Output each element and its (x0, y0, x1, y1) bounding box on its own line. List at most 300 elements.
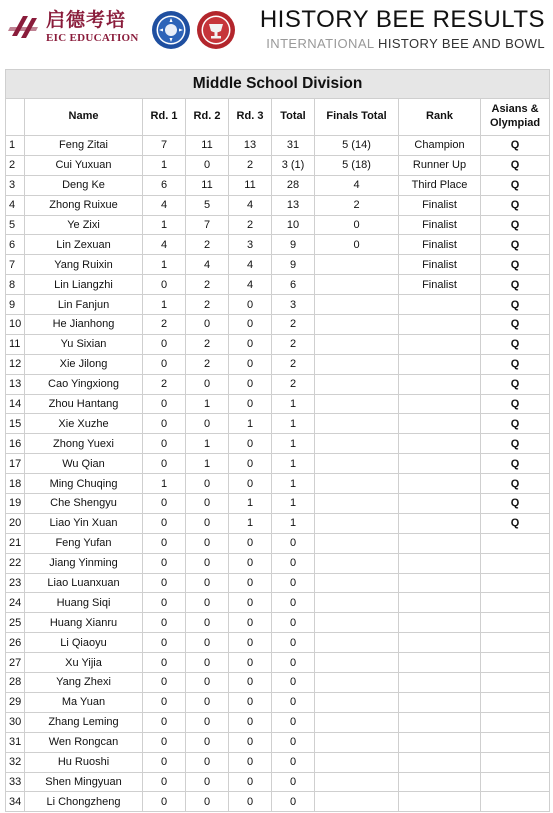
table-row (6, 315, 550, 335)
table-row (6, 593, 550, 613)
cell-finals-total (315, 613, 399, 633)
cell-rd1: 0 (143, 494, 186, 514)
table-row (6, 692, 550, 712)
cell-rank (399, 533, 481, 553)
cell-asians-olympiad (481, 653, 550, 673)
cell-finals-total (315, 374, 399, 394)
eic-logo-mark-icon (8, 10, 42, 44)
cell-finals-total (315, 334, 399, 354)
table-row (6, 175, 550, 195)
cell-rd2: 1 (186, 434, 229, 454)
cell-index: 13 (6, 374, 25, 394)
column-header-name: Name (25, 99, 143, 136)
cell-name: Liao Yin Xuan (25, 513, 143, 533)
cell-rank (399, 633, 481, 653)
cell-rank (399, 732, 481, 752)
cell-rank: Finalist (399, 235, 481, 255)
cell-rank (399, 494, 481, 514)
cell-rd3: 0 (229, 354, 272, 374)
cell-rd2: 2 (186, 354, 229, 374)
table-row (6, 792, 550, 812)
cell-rd3: 2 (229, 215, 272, 235)
cell-index: 18 (6, 474, 25, 494)
cell-total: 13 (272, 195, 315, 215)
cell-total: 0 (272, 533, 315, 553)
cell-name: Zhou Hantang (25, 394, 143, 414)
cell-finals-total (315, 394, 399, 414)
cell-index: 31 (6, 732, 25, 752)
table-row (6, 136, 550, 156)
cell-rank: Champion (399, 136, 481, 156)
table-row (6, 434, 550, 454)
division-title: Middle School Division (6, 70, 550, 99)
cell-finals-total (315, 553, 399, 573)
cell-rd2: 7 (186, 215, 229, 235)
cell-rd1: 0 (143, 732, 186, 752)
cell-total: 0 (272, 633, 315, 653)
cell-rd1: 0 (143, 553, 186, 573)
cell-rd2: 0 (186, 533, 229, 553)
table-row (6, 354, 550, 374)
cell-asians-olympiad: Q (481, 315, 550, 335)
cell-asians-olympiad (481, 573, 550, 593)
cell-rd1: 0 (143, 792, 186, 812)
cell-finals-total (315, 593, 399, 613)
cell-index: 23 (6, 573, 25, 593)
cell-finals-total (315, 295, 399, 315)
cell-finals-total: 5 (14) (315, 136, 399, 156)
cell-name: Lin Fanjun (25, 295, 143, 315)
table-row (6, 155, 550, 175)
cell-name: Deng Ke (25, 175, 143, 195)
cell-rd3: 4 (229, 275, 272, 295)
cell-rd1: 0 (143, 653, 186, 673)
cell-rank (399, 513, 481, 533)
cell-rd2: 2 (186, 235, 229, 255)
cell-total: 0 (272, 752, 315, 772)
table-row (6, 394, 550, 414)
page-header (0, 0, 553, 62)
cell-rd3: 0 (229, 633, 272, 653)
cell-index: 21 (6, 533, 25, 553)
cell-rd3: 0 (229, 692, 272, 712)
cell-rd1: 0 (143, 673, 186, 693)
cell-asians-olympiad: Q (481, 374, 550, 394)
cell-rank (399, 374, 481, 394)
cell-total: 0 (272, 792, 315, 812)
cell-finals-total (315, 732, 399, 752)
cell-name: Zhang Leming (25, 712, 143, 732)
table-row (6, 494, 550, 514)
cell-name: Hu Ruoshi (25, 752, 143, 772)
cell-rd2: 0 (186, 633, 229, 653)
cell-rank (399, 334, 481, 354)
cell-rd1: 1 (143, 474, 186, 494)
cell-index: 12 (6, 354, 25, 374)
results-table-wrap (5, 69, 549, 812)
cell-asians-olympiad: Q (481, 454, 550, 474)
cell-finals-total (315, 414, 399, 434)
cell-rank (399, 295, 481, 315)
cell-rd1: 2 (143, 315, 186, 335)
column-header-asians-olympiad: Asians & Olympiad (481, 99, 550, 136)
cell-total: 2 (272, 354, 315, 374)
cell-index: 17 (6, 454, 25, 474)
cell-name: Wu Qian (25, 454, 143, 474)
history-bowl-seal-icon (196, 10, 236, 50)
column-header-rank: Rank (399, 99, 481, 136)
cell-rd3: 0 (229, 533, 272, 553)
cell-rank (399, 474, 481, 494)
cell-rd3: 3 (229, 235, 272, 255)
cell-finals-total (315, 315, 399, 335)
cell-total: 2 (272, 374, 315, 394)
cell-total: 1 (272, 394, 315, 414)
cell-name: Huang Xianru (25, 613, 143, 633)
table-row (6, 474, 550, 494)
cell-rd2: 0 (186, 792, 229, 812)
cell-name: Zhong Yuexi (25, 434, 143, 454)
cell-rd1: 6 (143, 175, 186, 195)
cell-rd2: 2 (186, 275, 229, 295)
cell-index: 6 (6, 235, 25, 255)
cell-rd2: 0 (186, 752, 229, 772)
cell-asians-olympiad: Q (481, 235, 550, 255)
cell-asians-olympiad: Q (481, 136, 550, 156)
cell-index: 11 (6, 334, 25, 354)
cell-total: 0 (272, 593, 315, 613)
cell-rd3: 0 (229, 772, 272, 792)
cell-rd3: 11 (229, 175, 272, 195)
cell-rd3: 13 (229, 136, 272, 156)
cell-name: Huang Siqi (25, 593, 143, 613)
cell-finals-total: 0 (315, 235, 399, 255)
cell-rd2: 1 (186, 454, 229, 474)
cell-rd1: 0 (143, 533, 186, 553)
cell-rd1: 7 (143, 136, 186, 156)
cell-rd1: 0 (143, 454, 186, 474)
cell-asians-olympiad: Q (481, 474, 550, 494)
cell-asians-olympiad (481, 692, 550, 712)
cell-rd2: 0 (186, 613, 229, 633)
cell-rd1: 1 (143, 215, 186, 235)
table-row (6, 235, 550, 255)
cell-rd2: 0 (186, 673, 229, 693)
cell-rank: Finalist (399, 275, 481, 295)
table-row (6, 633, 550, 653)
cell-rd2: 0 (186, 155, 229, 175)
cell-finals-total (315, 573, 399, 593)
cell-rank (399, 553, 481, 573)
cell-rank: Finalist (399, 195, 481, 215)
cell-asians-olympiad (481, 593, 550, 613)
cell-rd2: 0 (186, 414, 229, 434)
cell-name: Liao Luanxuan (25, 573, 143, 593)
cell-rank (399, 613, 481, 633)
cell-finals-total: 2 (315, 195, 399, 215)
cell-total: 0 (272, 613, 315, 633)
cell-rd3: 2 (229, 155, 272, 175)
cell-rd3: 4 (229, 255, 272, 275)
table-row (6, 772, 550, 792)
cell-asians-olympiad: Q (481, 394, 550, 414)
cell-rank (399, 434, 481, 454)
cell-asians-olympiad: Q (481, 414, 550, 434)
cell-asians-olympiad: Q (481, 215, 550, 235)
cell-name: Li Qiaoyu (25, 633, 143, 653)
table-row (6, 712, 550, 732)
cell-rd2: 0 (186, 315, 229, 335)
table-row (6, 295, 550, 315)
cell-rd2: 0 (186, 593, 229, 613)
cell-rank: Third Place (399, 175, 481, 195)
cell-total: 2 (272, 334, 315, 354)
cell-name: Yang Ruixin (25, 255, 143, 275)
cell-total: 6 (272, 275, 315, 295)
cell-asians-olympiad: Q (481, 155, 550, 175)
cell-rd1: 0 (143, 692, 186, 712)
cell-total: 0 (272, 573, 315, 593)
cell-rd3: 0 (229, 394, 272, 414)
cell-name: Ming Chuqing (25, 474, 143, 494)
cell-rd2: 0 (186, 474, 229, 494)
cell-rd1: 2 (143, 374, 186, 394)
cell-name: Cao Yingxiong (25, 374, 143, 394)
cell-index: 5 (6, 215, 25, 235)
cell-index: 20 (6, 513, 25, 533)
cell-name: Lin Zexuan (25, 235, 143, 255)
cell-rank (399, 454, 481, 474)
cell-total: 0 (272, 653, 315, 673)
cell-rd2: 0 (186, 692, 229, 712)
cell-rd1: 1 (143, 255, 186, 275)
cell-rank: Finalist (399, 255, 481, 275)
cell-total: 10 (272, 215, 315, 235)
cell-index: 14 (6, 394, 25, 414)
cell-name: Wen Rongcan (25, 732, 143, 752)
column-header-row (6, 99, 550, 136)
cell-name: Ye Zixi (25, 215, 143, 235)
cell-asians-olympiad: Q (481, 513, 550, 533)
cell-name: Feng Yufan (25, 533, 143, 553)
table-row (6, 215, 550, 235)
table-row (6, 533, 550, 553)
cell-index: 27 (6, 653, 25, 673)
column-header-rd2: Rd. 2 (186, 99, 229, 136)
cell-finals-total (315, 692, 399, 712)
cell-rd3: 0 (229, 712, 272, 732)
cell-total: 1 (272, 474, 315, 494)
cell-total: 0 (272, 692, 315, 712)
table-row (6, 374, 550, 394)
cell-rd1: 0 (143, 613, 186, 633)
cell-finals-total (315, 275, 399, 295)
table-row (6, 255, 550, 275)
cell-asians-olympiad: Q (481, 195, 550, 215)
cell-rank (399, 772, 481, 792)
cell-rd1: 0 (143, 752, 186, 772)
cell-rd1: 1 (143, 155, 186, 175)
cell-rd3: 1 (229, 513, 272, 533)
cell-total: 3 (1) (272, 155, 315, 175)
cell-name: Li Chongzheng (25, 792, 143, 812)
cell-asians-olympiad (481, 752, 550, 772)
cell-rd1: 4 (143, 195, 186, 215)
table-row (6, 752, 550, 772)
logo-chinese-text: 启德考培 (46, 8, 127, 31)
cell-finals-total (315, 633, 399, 653)
cell-name: Shen Mingyuan (25, 772, 143, 792)
column-header-index (6, 99, 25, 136)
cell-asians-olympiad (481, 732, 550, 752)
cell-rd3: 0 (229, 593, 272, 613)
cell-rank (399, 792, 481, 812)
table-row (6, 195, 550, 215)
cell-rank (399, 692, 481, 712)
cell-total: 1 (272, 414, 315, 434)
cell-rd3: 0 (229, 454, 272, 474)
cell-finals-total (315, 712, 399, 732)
cell-rd2: 0 (186, 494, 229, 514)
table-row (6, 653, 550, 673)
cell-rank (399, 593, 481, 613)
cell-index: 29 (6, 692, 25, 712)
cell-asians-olympiad (481, 613, 550, 633)
cell-asians-olympiad: Q (481, 434, 550, 454)
cell-rd1: 0 (143, 275, 186, 295)
cell-total: 3 (272, 295, 315, 315)
cell-asians-olympiad (481, 673, 550, 693)
cell-rd1: 4 (143, 235, 186, 255)
cell-rank (399, 573, 481, 593)
cell-rd3: 0 (229, 434, 272, 454)
cell-name: Yu Sixian (25, 334, 143, 354)
cell-rd3: 0 (229, 613, 272, 633)
cell-finals-total: 4 (315, 175, 399, 195)
cell-index: 34 (6, 792, 25, 812)
cell-name: Cui Yuxuan (25, 155, 143, 175)
cell-rd3: 0 (229, 334, 272, 354)
cell-index: 24 (6, 593, 25, 613)
cell-asians-olympiad: Q (481, 295, 550, 315)
table-row (6, 275, 550, 295)
cell-rd2: 2 (186, 334, 229, 354)
cell-rd2: 11 (186, 175, 229, 195)
cell-asians-olympiad: Q (481, 255, 550, 275)
cell-rank (399, 653, 481, 673)
table-row (6, 613, 550, 633)
cell-index: 4 (6, 195, 25, 215)
cell-name: Ma Yuan (25, 692, 143, 712)
subtitle-history-bee-bowl: HISTORY BEE AND BOWL (378, 36, 545, 51)
cell-index: 2 (6, 155, 25, 175)
results-body (6, 136, 550, 812)
column-header-finals-total: Finals Total (315, 99, 399, 136)
cell-total: 0 (272, 673, 315, 693)
cell-rd1: 0 (143, 593, 186, 613)
cell-rank: Finalist (399, 215, 481, 235)
cell-index: 7 (6, 255, 25, 275)
column-header-rd3: Rd. 3 (229, 99, 272, 136)
cell-total: 1 (272, 494, 315, 514)
cell-total: 0 (272, 712, 315, 732)
cell-rd2: 0 (186, 374, 229, 394)
cell-finals-total (315, 673, 399, 693)
cell-rd2: 11 (186, 136, 229, 156)
cell-name: Zhong Ruixue (25, 195, 143, 215)
cell-total: 9 (272, 235, 315, 255)
cell-rd2: 0 (186, 732, 229, 752)
cell-index: 22 (6, 553, 25, 573)
cell-finals-total (315, 772, 399, 792)
cell-rd3: 0 (229, 553, 272, 573)
cell-total: 0 (272, 732, 315, 752)
results-table (5, 69, 550, 812)
cell-asians-olympiad (481, 712, 550, 732)
cell-rd1: 0 (143, 394, 186, 414)
cell-rd2: 5 (186, 195, 229, 215)
column-header-total: Total (272, 99, 315, 136)
cell-name: Lin Liangzhi (25, 275, 143, 295)
cell-asians-olympiad (481, 553, 550, 573)
cell-finals-total: 0 (315, 215, 399, 235)
cell-index: 25 (6, 613, 25, 633)
cell-total: 0 (272, 553, 315, 573)
cell-rd3: 1 (229, 494, 272, 514)
cell-rd3: 4 (229, 195, 272, 215)
cell-index: 30 (6, 712, 25, 732)
cell-asians-olympiad: Q (481, 354, 550, 374)
cell-rd1: 0 (143, 513, 186, 533)
cell-rd2: 0 (186, 772, 229, 792)
cell-finals-total (315, 454, 399, 474)
cell-finals-total (315, 653, 399, 673)
cell-index: 3 (6, 175, 25, 195)
cell-rd2: 0 (186, 653, 229, 673)
cell-finals-total (315, 474, 399, 494)
cell-rd3: 0 (229, 573, 272, 593)
cell-rd1: 0 (143, 772, 186, 792)
cell-finals-total (315, 354, 399, 374)
cell-name: Xie Jilong (25, 354, 143, 374)
cell-rd1: 0 (143, 354, 186, 374)
cell-name: Xu Yijia (25, 653, 143, 673)
cell-rank (399, 712, 481, 732)
cell-index: 9 (6, 295, 25, 315)
page-title: HISTORY BEE RESULTS (259, 6, 545, 33)
cell-asians-olympiad (481, 633, 550, 653)
cell-rank (399, 315, 481, 335)
cell-rd3: 0 (229, 732, 272, 752)
cell-finals-total (315, 255, 399, 275)
cell-finals-total (315, 513, 399, 533)
cell-rd3: 0 (229, 374, 272, 394)
international-history-bee-seal-icon (151, 10, 191, 50)
column-header-rd1: Rd. 1 (143, 99, 186, 136)
cell-rd1: 0 (143, 573, 186, 593)
cell-rd2: 0 (186, 553, 229, 573)
cell-asians-olympiad (481, 533, 550, 553)
table-row (6, 334, 550, 354)
cell-finals-total (315, 434, 399, 454)
cell-rank (399, 752, 481, 772)
cell-finals-total: 5 (18) (315, 155, 399, 175)
cell-index: 1 (6, 136, 25, 156)
cell-rd3: 0 (229, 792, 272, 812)
cell-rd1: 0 (143, 633, 186, 653)
cell-name: Yang Zhexi (25, 673, 143, 693)
cell-total: 1 (272, 434, 315, 454)
